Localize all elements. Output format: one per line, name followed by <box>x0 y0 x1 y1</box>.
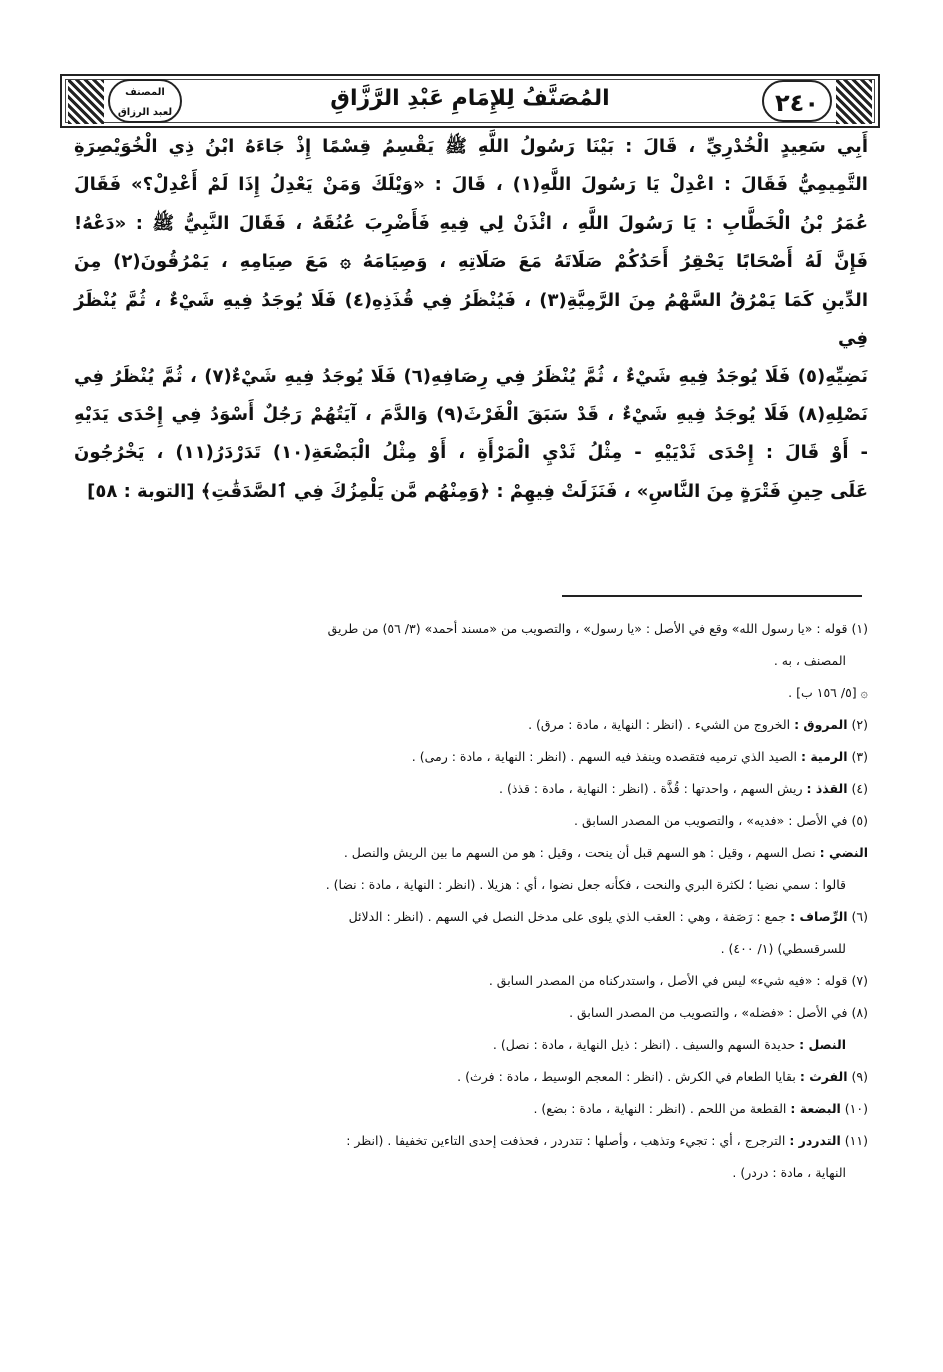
running-header <box>60 74 880 128</box>
footnote-line <box>74 902 868 934</box>
footnote-separator <box>562 595 862 597</box>
footnote-num: (٧) <box>851 973 868 988</box>
footnote-text: [٥/ ١٥٦ ب] . <box>788 685 857 700</box>
footnote-num: (٨) <box>851 1005 868 1020</box>
footnote-num: (٤) <box>851 781 868 796</box>
footnote-term: الرِّصاف : <box>790 909 848 924</box>
footnote-line <box>74 614 868 646</box>
footnote-line <box>74 806 868 838</box>
book-title: المُصَنَّفُ لِلإِمَامِ عَبْدِ الرَّزَّاقِ <box>330 86 610 111</box>
footnote-num: (٥) <box>851 813 868 828</box>
text-line: نَصْلِهِ(٨) فَلَا يُوجَدُ فِيهِ شَيْءٌ ، قَدْ سَبَقَ الْفَرْثَ(٩) وَالدَّمَ ، آيَتُهُمْ رَجُلٌ أَسْوَدُ فِي إِحْدَى يَدَيْهِ <box>74 403 868 425</box>
footnote-line <box>74 678 868 710</box>
footnote-num: (٣) <box>851 749 868 764</box>
ornament-icon <box>836 80 872 124</box>
footnote-text: حديدة السهم والسيف . (انظر : ذيل النهاية ، مادة : نصل) . <box>492 1037 796 1052</box>
footnote-text: القطعة من اللحم . (انظر : النهاية ، مادة : بضع) . <box>533 1101 787 1116</box>
footnote-line <box>74 646 868 678</box>
footnote-term: المروق : <box>794 717 848 732</box>
footnote-num: (٩) <box>851 1069 868 1084</box>
footnote-term: الرمية : <box>800 749 848 764</box>
footnote-term: القذذ : <box>806 781 848 796</box>
footnote-num: (١٠) <box>844 1101 868 1116</box>
text-line: الدِّينِ كَمَا يَمْرُقُ السَّهْمُ مِنَ الرَّمِيَّةِ(٣) ، فَيُنْظَرُ فِي قُذَذِهِ(٤) فَلَا يُوجَدُ فِيهِ شَيْءٌ ، ثُمَّ يُنْظَرُ فِي <box>74 289 868 349</box>
footnote-text: قالوا : سمي نضيا ؛ لكثرة البري والنحت ، فكأنه جعل نضوا ، أي : هزيلا . (انظر : النهاية ، مادة : نضا) . <box>325 877 846 892</box>
footnote-text: نصل السهم ، وقيل : هو السهم قبل أن ينحت ، وقيل : هو من السهم ما بين الريش والنصل . <box>343 845 816 860</box>
footnote-line <box>74 870 868 902</box>
text-line: عَلَى حِينِ فَتْرَةٍ مِنَ النَّاسِ» ، فَنَزَلَتْ فِيهِمْ : ﴿وَمِنْهُم مَّن يَلْمِزُكَ فِي ٱلصَّدَقَٰتِ﴾ [التوبة : ٥٨] <box>87 480 868 502</box>
footnote-line <box>74 1126 868 1158</box>
footnote-line <box>74 1158 868 1190</box>
footnote-text: ريش السهم ، واحدتها : قُذَّة . (انظر : النهاية ، مادة : قذذ) . <box>499 781 803 796</box>
publisher-logo: المصنف لعبد الرزاق <box>108 79 182 123</box>
footnote-text: الترجرج ، أي : تجيء وتذهب ، وأصلها : تتدردر ، فحذفت إحدى التاءين تخفيفا . (انظر : <box>346 1133 786 1148</box>
text-line: فَإِنَّ لَهُ أَصْحَابًا يَحْقِرُ أَحَدُكُمْ صَلَاتَهُ مَعَ صَلَاتِهِ ، وَصِيَامَهُ ۞ مَعَ صِيَامِهِ ، يَمْرُقُونَ(٢) مِنَ <box>74 251 868 273</box>
footnote-text: قوله : «فيه شيء» ليس في الأصل ، واستدركناه من المصدر السابق . <box>488 973 848 988</box>
text-line: أَبِي سَعِيدٍ الْخُدْرِيِّ ، قَالَ : بَيْنَا رَسُولُ اللَّهِ ﷺ يَقْسِمُ قِسْمًا إِذْ جَاءَهُ ابْنُ ذِي الْخُوَيْصِرَةِ <box>74 136 868 157</box>
footnote-line <box>74 774 868 806</box>
footnote-text: بقايا الطعام في الكرش . (انظر : المعجم الوسيط ، مادة : فرث) . <box>457 1069 796 1084</box>
footnotes <box>74 614 868 1190</box>
main-text <box>74 128 868 511</box>
text-line: عُمَرُ بْنُ الْخَطَّابِ : يَا رَسُولَ اللَّهِ ، ائْذَنْ لِي فِيهِ فَأَضْرِبَ عُنُقَهُ ، فَقَالَ النَّبِيُّ ﷺ : «دَعْهُ! <box>74 212 868 234</box>
footnote-line <box>74 838 868 870</box>
footnote-text: النهاية ، مادة : دردر) . <box>732 1165 846 1180</box>
footnote-term: البضعة : <box>790 1101 841 1116</box>
page-number: ٢٤٠ <box>762 80 832 122</box>
footnote-num: ۞ <box>860 685 868 700</box>
footnote-text: في الأصل : «فضله» ، والتصويب من المصدر السابق . <box>569 1005 848 1020</box>
footnote-text: جمع : رَصَفة ، وهي : العقب الذي يلوى على مدخل النصل في السهم . (انظر : الدلائل <box>348 909 787 924</box>
footnote-term: النضي : <box>819 845 868 860</box>
ornament-icon <box>68 80 104 124</box>
footnote-num: (٦) <box>851 909 868 924</box>
text-line: التَّمِيمِيُّ فَقَالَ : اعْدِلْ يَا رَسُولَ اللَّهِ(١) ، قَالَ : «وَيْلَكَ وَمَنْ يَعْدِلُ إِذَا لَمْ أَعْدِلْ؟» فَقَالَ <box>74 174 868 196</box>
footnote-line <box>74 742 868 774</box>
footnote-text: في الأصل : «فديه» ، والتصويب من المصدر السابق . <box>574 813 848 828</box>
footnote-text: الصيد الذي ترميه فتقصده وينفذ فيه السهم . (انظر : النهاية ، مادة : رمى) . <box>411 749 797 764</box>
footnote-line <box>74 1062 868 1094</box>
footnote-line <box>74 1094 868 1126</box>
text-line: - أَوْ قَالَ : إِحْدَى ثَدْيَيْهِ - مِثْلُ ثَدْيِ الْمَرْأَةِ ، أَوْ مِثْلُ الْبَضْعَةِ(١٠) تَدَرْدَرُ(١١) ، يَخْرُجُونَ <box>74 442 868 464</box>
footnote-num: (٢) <box>851 717 868 732</box>
footnote-line <box>74 1030 868 1062</box>
footnote-num: (١) <box>851 621 868 636</box>
footnote-line <box>74 966 868 998</box>
footnote-line <box>74 998 868 1030</box>
footnote-line <box>74 710 868 742</box>
footnote-line <box>74 934 868 966</box>
footnote-text: المصنف ، به . <box>773 653 846 668</box>
footnote-term: التدردر : <box>789 1133 841 1148</box>
text-line: نَضِيِّهِ(٥) فَلَا يُوجَدُ فِيهِ شَيْءٌ ، ثُمَّ يُنْظَرُ فِي رِصَافِهِ(٦) فَلَا يُوجَدُ فِيهِ شَيْءٌ(٧) ، ثُمَّ يُنْظَرُ فِي <box>74 365 868 387</box>
footnote-text: قوله : «يا رسول الله» وقع في الأصل : «يا رسول» ، والتصويب من «مسند أحمد» (٣/ ٥٦) من طريق <box>327 621 848 636</box>
footnote-text: للسرقسطي) (١/ ٤٠٠) . <box>720 941 846 956</box>
footnote-text: الخروج من الشيء . (انظر : النهاية ، مادة : مرق) . <box>528 717 791 732</box>
footnote-term: الفرث : <box>799 1069 848 1084</box>
footnote-term: النصل : <box>799 1037 846 1052</box>
footnote-num: (١١) <box>844 1133 868 1148</box>
